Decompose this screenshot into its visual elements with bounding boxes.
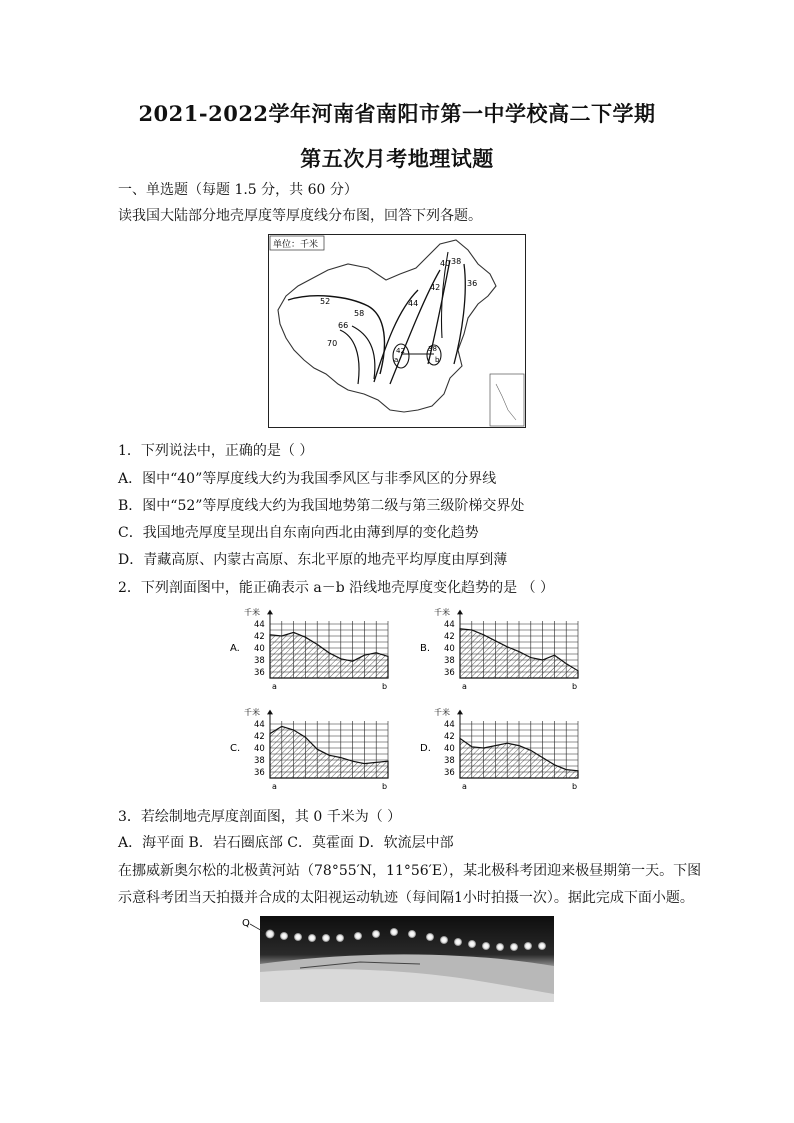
svg-text:44: 44 bbox=[408, 299, 419, 308]
q1-stem: 1．下列说法中，正确的是（ ） bbox=[118, 443, 314, 459]
svg-text:38: 38 bbox=[451, 257, 462, 266]
sun-position bbox=[322, 934, 330, 942]
ytick-label: 36 bbox=[254, 668, 265, 678]
x-label-b: b bbox=[572, 682, 578, 691]
intro-text-2b: 示意科考团当天拍摄并合成的太阳视运动轨迹（每间隔1小时拍摄一次）。据此完成下面小题。 bbox=[118, 890, 694, 906]
ytick-label: 40 bbox=[444, 744, 455, 754]
sun-position bbox=[336, 934, 344, 942]
sun-position bbox=[354, 932, 362, 940]
profile-option-label: C. bbox=[230, 743, 241, 754]
sun-position bbox=[294, 933, 302, 941]
profile-unit-3: 千米 bbox=[434, 708, 450, 717]
ytick-label: 42 bbox=[254, 632, 265, 642]
q1-option-b: B．图中“52”等厚度线大约为我国地势第二级与第三级阶梯交界处 bbox=[118, 498, 525, 514]
svg-text:38: 38 bbox=[428, 345, 437, 353]
profile-unit-0: 千米 bbox=[244, 608, 260, 617]
sun-position bbox=[280, 932, 288, 940]
q3-stem: 3．若绘制地壳厚度剖面图，其 0 千米为（ ） bbox=[118, 809, 402, 825]
ytick-label: 38 bbox=[444, 756, 455, 766]
crust-thickness-map bbox=[268, 234, 526, 428]
x-label-a: a bbox=[272, 782, 277, 791]
svg-text:36: 36 bbox=[467, 279, 478, 288]
q1-option-a: A．图中“40”等厚度线大约为我国季风区与非季风区的分界线 bbox=[118, 471, 497, 487]
ytick-label: 38 bbox=[444, 656, 455, 666]
sun-position bbox=[308, 934, 316, 942]
svg-text:52: 52 bbox=[320, 297, 331, 306]
x-label-a: a bbox=[462, 682, 467, 691]
ytick-label: 40 bbox=[254, 744, 265, 754]
q1-option-d: D．青藏高原、内蒙古高原、东北平原的地壳平均厚度由厚到薄 bbox=[118, 552, 508, 568]
section-heading: 一、单选题（每题 1.5 分，共 60 分） bbox=[118, 182, 358, 198]
ytick-label: 42 bbox=[254, 732, 265, 742]
sun-position bbox=[510, 943, 518, 951]
ytick-label: 44 bbox=[254, 720, 265, 730]
sun-position bbox=[440, 936, 448, 944]
q1-option-c: C．我国地壳厚度呈现出自东南向西北由薄到厚的变化趋势 bbox=[118, 525, 479, 541]
svg-text:a: a bbox=[394, 356, 399, 364]
sun-position bbox=[426, 933, 434, 941]
ytick-label: 40 bbox=[254, 644, 265, 654]
svg-text:40: 40 bbox=[440, 259, 451, 268]
profile-unit-1: 千米 bbox=[434, 608, 450, 617]
ytick-label: 44 bbox=[444, 620, 455, 630]
ytick-label: 36 bbox=[254, 768, 265, 778]
intro-text-2a: 在挪威新奥尔松的北极黄河站（78°55′N，11°56′E），某北极科考团迎来极昼期第一天。下图 bbox=[118, 863, 702, 879]
x-label-a: a bbox=[462, 782, 467, 791]
sun-position bbox=[372, 930, 380, 938]
ytick-label: 42 bbox=[444, 632, 455, 642]
ytick-label: 38 bbox=[254, 656, 265, 666]
q3-options: A．海平面 B．岩石圈底部 C．莫霍面 D．软流层中部 bbox=[118, 835, 454, 851]
sun-position bbox=[454, 938, 462, 946]
svg-text:66: 66 bbox=[338, 321, 349, 330]
sun-position bbox=[496, 943, 504, 951]
q2-stem: 2．下列剖面图中，能正确表示 a－b 沿线地壳厚度变化趋势的是 （ ） bbox=[118, 580, 555, 596]
photo-label-q: Q bbox=[242, 918, 250, 929]
profile-option-label: A. bbox=[230, 643, 240, 654]
sun-position bbox=[266, 930, 275, 939]
profile-charts bbox=[220, 600, 580, 798]
ytick-label: 44 bbox=[254, 620, 265, 630]
sun-position bbox=[390, 928, 398, 936]
sun-position bbox=[538, 942, 546, 950]
ytick-label: 42 bbox=[444, 732, 455, 742]
sun-position bbox=[482, 942, 490, 950]
sun-position bbox=[468, 940, 476, 948]
intro-text-1: 读我国大陆部分地壳厚度等厚度线分布图，回答下列各题。 bbox=[118, 208, 482, 224]
x-label-b: b bbox=[382, 682, 388, 691]
ytick-label: 36 bbox=[444, 668, 455, 678]
svg-text:42: 42 bbox=[430, 283, 441, 292]
page-title: 2021-2022学年河南省南阳市第一中学校高二下学期 bbox=[138, 101, 656, 126]
profile-unit-2: 千米 bbox=[244, 708, 260, 717]
ytick-label: 38 bbox=[254, 756, 265, 766]
svg-text:b: b bbox=[435, 356, 440, 364]
svg-text:58: 58 bbox=[354, 309, 365, 318]
x-label-b: b bbox=[572, 782, 578, 791]
ytick-label: 44 bbox=[444, 720, 455, 730]
page-subtitle: 第五次月考地理试题 bbox=[300, 146, 494, 171]
sun-position bbox=[408, 930, 416, 938]
map-unit: 单位：千米 bbox=[273, 240, 319, 250]
ytick-label: 40 bbox=[444, 644, 455, 654]
sun-path-photo bbox=[240, 912, 556, 1002]
svg-text:42: 42 bbox=[396, 347, 405, 355]
sun-position bbox=[524, 942, 532, 950]
profile-option-label: B. bbox=[420, 643, 431, 654]
x-label-b: b bbox=[382, 782, 388, 791]
x-label-a: a bbox=[272, 682, 277, 691]
ytick-label: 36 bbox=[444, 768, 455, 778]
svg-text:70: 70 bbox=[327, 339, 338, 348]
profile-option-label: D. bbox=[420, 743, 431, 754]
